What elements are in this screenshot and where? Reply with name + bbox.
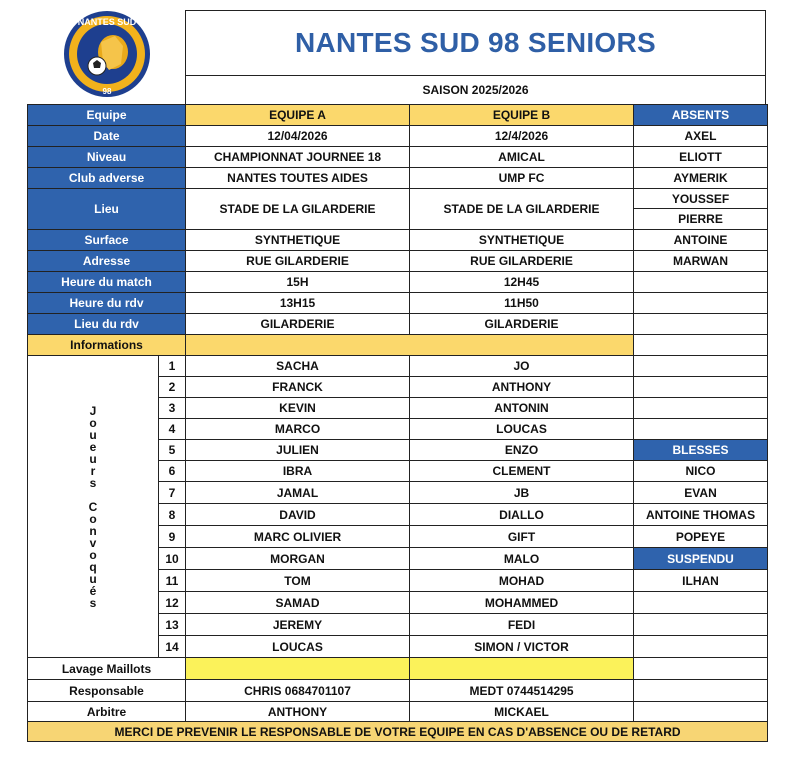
empty-cell: [634, 398, 768, 419]
player-number: 14: [159, 636, 186, 658]
player-number: 11: [159, 570, 186, 592]
team-a-player: MARC OLIVIER: [186, 526, 410, 548]
team-a-player: JULIEN: [186, 440, 410, 461]
row-informations: [28, 335, 768, 356]
player-number: 10: [159, 548, 186, 570]
team-b-responsable: MEDT 0744514295: [410, 680, 634, 702]
label-arbitre: Arbitre: [28, 702, 186, 722]
vertical-letter: o: [89, 511, 97, 526]
vertical-letter: o: [89, 547, 97, 562]
label-niveau: Niveau: [28, 147, 186, 168]
row-heure-rdv: [28, 293, 768, 314]
player-number: 4: [159, 419, 186, 440]
team-b-surface: SYNTHETIQUE: [410, 230, 634, 251]
suspendu-name: ILHAN: [634, 570, 768, 592]
player-number: 12: [159, 592, 186, 614]
row-niveau: [28, 147, 768, 168]
team-b-lavage: [410, 658, 634, 680]
team-b-player: MOHAD: [410, 570, 634, 592]
vertical-letter: o: [89, 415, 97, 430]
empty-cell: [634, 314, 768, 335]
player-number: 3: [159, 398, 186, 419]
team-a-player: FRANCK: [186, 377, 410, 398]
empty-cell: [634, 592, 768, 614]
team-b-adresse: RUE GILARDERIE: [410, 251, 634, 272]
empty-cell: [634, 614, 768, 636]
vertical-letter: J: [89, 403, 97, 418]
team-a-name: EQUIPE A: [186, 105, 410, 126]
blesse-name: EVAN: [634, 482, 768, 504]
row-lieu: [28, 189, 768, 209]
label-heure-match: Heure du match: [28, 272, 186, 293]
label-lieu-rdv: Lieu du rdv: [28, 314, 186, 335]
team-b-player: LOUCAS: [410, 419, 634, 440]
team-a-player: SAMAD: [186, 592, 410, 614]
vertical-letter: u: [89, 451, 97, 466]
row-arbitre: [28, 702, 768, 722]
team-b-player: MOHAMMED: [410, 592, 634, 614]
team-b-lieu: STADE DE LA GILARDERIE: [410, 189, 634, 230]
team-b-arbitre: MICKAEL: [410, 702, 634, 722]
vertical-letter: é: [89, 583, 97, 598]
team-a-heure-rdv: 13H15: [186, 293, 410, 314]
team-a-adresse: RUE GILARDERIE: [186, 251, 410, 272]
player-number: 6: [159, 461, 186, 482]
player-number: 8: [159, 504, 186, 526]
row-responsable: [28, 680, 768, 702]
club-logo: [57, 8, 157, 102]
vertical-letter: [28, 489, 158, 501]
absents-title: ABSENTS: [634, 105, 768, 126]
player-number: 13: [159, 614, 186, 636]
team-b-player: GIFT: [410, 526, 634, 548]
team-a-arbitre: ANTHONY: [186, 702, 410, 722]
label-informations: Informations: [28, 335, 186, 356]
team-b-heure-match: 12H45: [410, 272, 634, 293]
logo-text-top: NANTES SUD: [77, 17, 137, 27]
empty-cell: [634, 293, 768, 314]
player-number: 1: [159, 356, 186, 377]
team-b-player: MALO: [410, 548, 634, 570]
absent-name: ANTOINE: [634, 230, 768, 251]
team-a-niveau: CHAMPIONNAT JOURNEE 18: [186, 147, 410, 168]
page-title: NANTES SUD 98 SENIORS: [294, 27, 657, 58]
label-lieu: Lieu: [28, 189, 186, 230]
vertical-letter: C: [88, 499, 98, 514]
team-a-player: DAVID: [186, 504, 410, 526]
player-number: 2: [159, 377, 186, 398]
row-surface: [28, 230, 768, 251]
team-a-surface: SYNTHETIQUE: [186, 230, 410, 251]
team-b-heure-rdv: 11H50: [410, 293, 634, 314]
row-adresse: [28, 251, 768, 272]
team-a-player: JAMAL: [186, 482, 410, 504]
team-a-responsable: CHRIS 0684701107: [186, 680, 410, 702]
label-date: Date: [28, 126, 186, 147]
row-date: [28, 126, 768, 147]
team-a-player: LOUCAS: [186, 636, 410, 658]
blesse-name: NICO: [634, 461, 768, 482]
team-a-heure-match: 15H: [186, 272, 410, 293]
row-equipe: [28, 105, 768, 126]
empty-cell: [634, 636, 768, 658]
empty-cell: [634, 702, 768, 722]
team-b-player: SIMON / VICTOR: [410, 636, 634, 658]
vertical-letter: e: [89, 439, 97, 454]
label-club: Club adverse: [28, 168, 186, 189]
row-heure-match: [28, 272, 768, 293]
team-b-player: JO: [410, 356, 634, 377]
vertical-letter: u: [89, 571, 97, 586]
label-equipe: Equipe: [28, 105, 186, 126]
player-number: 7: [159, 482, 186, 504]
team-a-player: MORGAN: [186, 548, 410, 570]
row-lieu-rdv: [28, 314, 768, 335]
vertical-letter: v: [89, 535, 97, 550]
team-b-player: ANTONIN: [410, 398, 634, 419]
label-responsable: Responsable: [28, 680, 186, 702]
label-adresse: Adresse: [28, 251, 186, 272]
blesse-name: ANTOINE THOMAS: [634, 504, 768, 526]
team-a-lieu: STADE DE LA GILARDERIE: [186, 189, 410, 230]
label-surface: Surface: [28, 230, 186, 251]
absent-name: AYMERIK: [634, 168, 768, 189]
label-heure-rdv: Heure du rdv: [28, 293, 186, 314]
blesse-name: POPEYE: [634, 526, 768, 548]
empty-cell: [634, 680, 768, 702]
team-b-niveau: AMICAL: [410, 147, 634, 168]
title-box: [185, 10, 766, 76]
team-b-player: CLEMENT: [410, 461, 634, 482]
team-a-player: KEVIN: [186, 398, 410, 419]
team-a-date: 12/04/2026: [186, 126, 410, 147]
empty-cell: [634, 658, 768, 680]
convocation-table: [27, 104, 768, 742]
team-a-player: TOM: [186, 570, 410, 592]
absent-name: YOUSSEF: [634, 189, 768, 209]
footer-message: MERCI DE PREVENIR LE RESPONSABLE DE VOTRE EQUIPE EN CAS D'ABSENCE OU DE RETARD: [28, 722, 768, 742]
team-a-player: IBRA: [186, 461, 410, 482]
team-b-date: 12/4/2026: [410, 126, 634, 147]
vertical-letter: u: [89, 427, 97, 442]
team-a-player: JEREMY: [186, 614, 410, 636]
vertical-letter: r: [90, 463, 96, 478]
absent-name: ELIOTT: [634, 147, 768, 168]
team-b-player: JB: [410, 482, 634, 504]
team-b-name: EQUIPE B: [410, 105, 634, 126]
team-a-lieu-rdv: GILARDERIE: [186, 314, 410, 335]
empty-cell: [634, 419, 768, 440]
team-b-player: FEDI: [410, 614, 634, 636]
absent-name: AXEL: [634, 126, 768, 147]
label-lavage: Lavage Maillots: [28, 658, 186, 680]
player-row: [28, 356, 768, 377]
blesses-title: BLESSES: [634, 440, 768, 461]
row-lavage: [28, 658, 768, 680]
team-b-club: UMP FC: [410, 168, 634, 189]
informations-value: [186, 335, 634, 356]
logo-text-bottom: 98: [102, 87, 112, 96]
team-b-player: ENZO: [410, 440, 634, 461]
vertical-letter: n: [89, 523, 97, 538]
empty-cell: [634, 377, 768, 398]
row-footer: [28, 722, 768, 742]
team-a-lavage: [186, 658, 410, 680]
vertical-letter: s: [89, 595, 97, 610]
empty-cell: [634, 272, 768, 293]
team-b-player: DIALLO: [410, 504, 634, 526]
joueurs-convoques-label: [28, 356, 159, 658]
team-b-lieu-rdv: GILARDERIE: [410, 314, 634, 335]
empty-cell: [634, 335, 768, 356]
absent-name: PIERRE: [634, 209, 768, 230]
team-a-player: MARCO: [186, 419, 410, 440]
team-b-player: ANTHONY: [410, 377, 634, 398]
team-a-player: SACHA: [186, 356, 410, 377]
vertical-letter: s: [89, 475, 97, 490]
season-label: SAISON 2025/2026: [185, 76, 766, 104]
empty-cell: [634, 356, 768, 377]
player-number: 5: [159, 440, 186, 461]
team-a-club: NANTES TOUTES AIDES: [186, 168, 410, 189]
row-club: [28, 168, 768, 189]
vertical-letter: q: [89, 559, 97, 574]
suspendu-title: SUSPENDU: [634, 548, 768, 570]
player-number: 9: [159, 526, 186, 548]
absent-name: MARWAN: [634, 251, 768, 272]
